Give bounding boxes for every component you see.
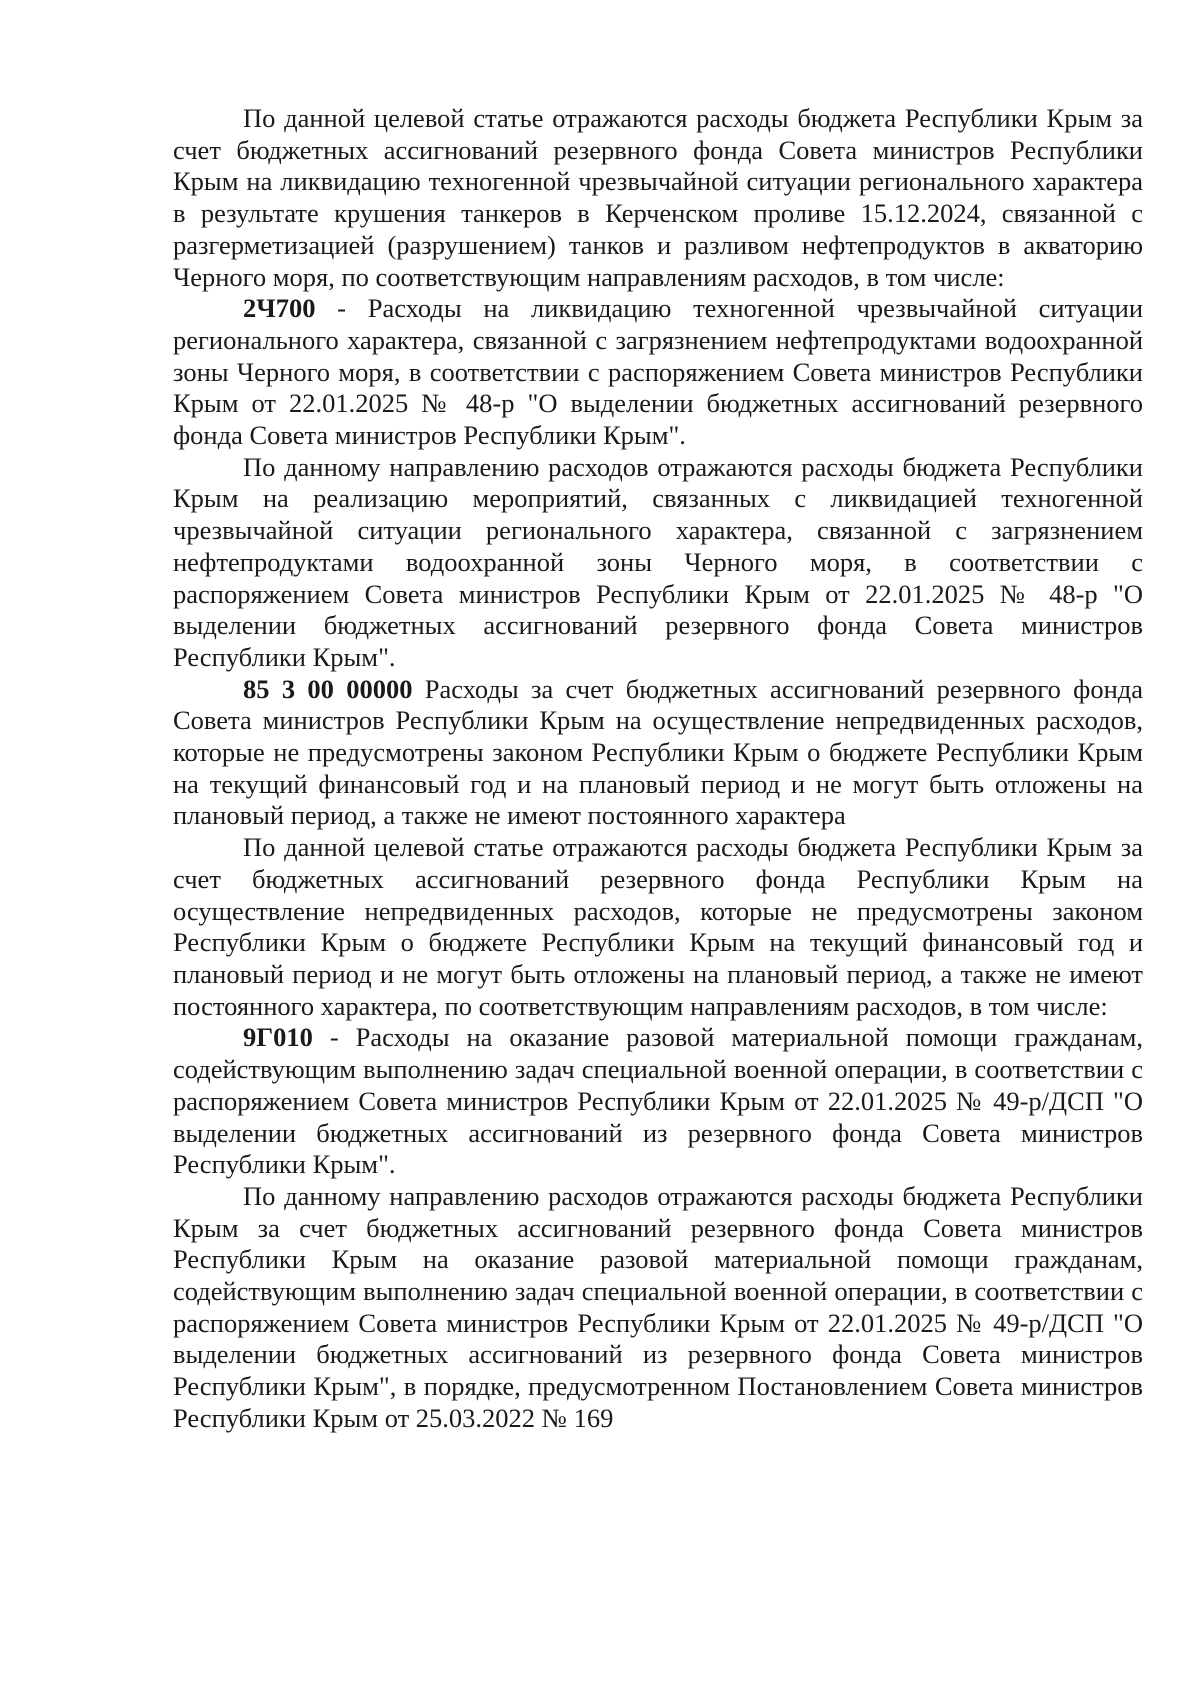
- paragraph-9g010-detail: [173, 1181, 1143, 1435]
- expense-code: 2Ч700: [243, 293, 316, 324]
- paragraph-code-85300: [173, 674, 1143, 833]
- paragraph-intro-unforeseen: [173, 832, 1143, 1022]
- paragraph-text: По данной целевой статье отражаются расходы бюджета Республики Крым за счет бюджетных ассигнований резервного фонда Республики Крым на осуществление непредвиденных расходов, которые не предусмотрены законом Республики Крым о бюджете Республики Крым на текущий финансовый год и плановый период и не могут быть отложены на плановый период, а также не имеют постоянного характера, по соответствующим направлениям расходов, в том числе:: [173, 832, 1143, 1021]
- paragraph-text: По данному направлению расходов отражаются расходы бюджета Республики Крым на реализацию мероприятий, связанных с ликвидацией техногенной чрезвычайной ситуации регионального характера, связанной с загрязнением нефтепродуктами водоохранной зоны Черного моря, в соответствии с распоряжением Совета министров Республики Крым от 22.01.2025 № 48-р "О выделении бюджетных ассигнований резервного фонда Совета министров Республики Крым".: [173, 451, 1143, 672]
- paragraph-code-2ch700: [173, 293, 1143, 452]
- expense-code: 9Г010: [243, 1022, 313, 1053]
- paragraph-intro-kerch: [173, 103, 1143, 293]
- paragraph-text: По данному направлению расходов отражаются расходы бюджета Республики Крым за счет бюджетных ассигнований резервного фонда Совета министров Республики Крым на оказание разовой материальной помощи гражданам, содействующим выполнению задач специальной военной операции, в соответствии с распоряжением Совета министров Республики Крым от 22.01.2025 № 49-р/ДСП "О выделении бюджетных ассигнований из резервного фонда Совета министров Республики Крым", в порядке, предусмотренном Постановлением Совета министров Республики Крым от 25.03.2022 № 169: [173, 1180, 1143, 1433]
- paragraph-text: По данной целевой статье отражаются расходы бюджета Республики Крым за счет бюджетных ассигнований резервного фонда Совета министров Республики Крым на ликвидацию техногенной чрезвычайной ситуации регионального характера в результате крушения танкеров в Керченском проливе 15.12.2024, связанной с разгерметизацией (разрушением) танков и разливом нефтепродуктов в акваторию Черного моря, по соответствующим направлениям расходов, в том числе:: [173, 103, 1143, 292]
- paragraph-2ch700-detail: [173, 452, 1143, 674]
- paragraph-text: - Расходы на оказание разовой материальной помощи гражданам, содействующим выполнению задач специальной военной операции, в соответствии с распоряжением Совета министров Республики Крым от 22.01.2025 № 49-р/ДСП "О выделении бюджетных ассигнований из резервного фонда Совета министров Республики Крым".: [173, 1022, 1143, 1180]
- paragraph-code-9g010: [173, 1022, 1143, 1181]
- paragraph-text: - Расходы на ликвидацию техногенной чрезвычайной ситуации регионального характера, связанной с загрязнением нефтепродуктами водоохранной зоны Черного моря, в соответствии с распоряжением Совета министров Республики Крым от 22.01.2025 № 48-р "О выделении бюджетных ассигнований резервного фонда Совета министров Республики Крым".: [173, 293, 1143, 451]
- paragraph-text: Расходы за счет бюджетных ассигнований резервного фонда Совета министров Республики Крым на осуществление непредвиденных расходов, которые не предусмотрены законом Республики Крым о бюджете Республики Крым на текущий финансовый год и на плановый период и не могут быть отложены на плановый период, а также не имеют постоянного характера: [173, 673, 1143, 831]
- document-body: [173, 103, 1143, 1435]
- expense-code: 85 3 00 00000: [243, 673, 413, 704]
